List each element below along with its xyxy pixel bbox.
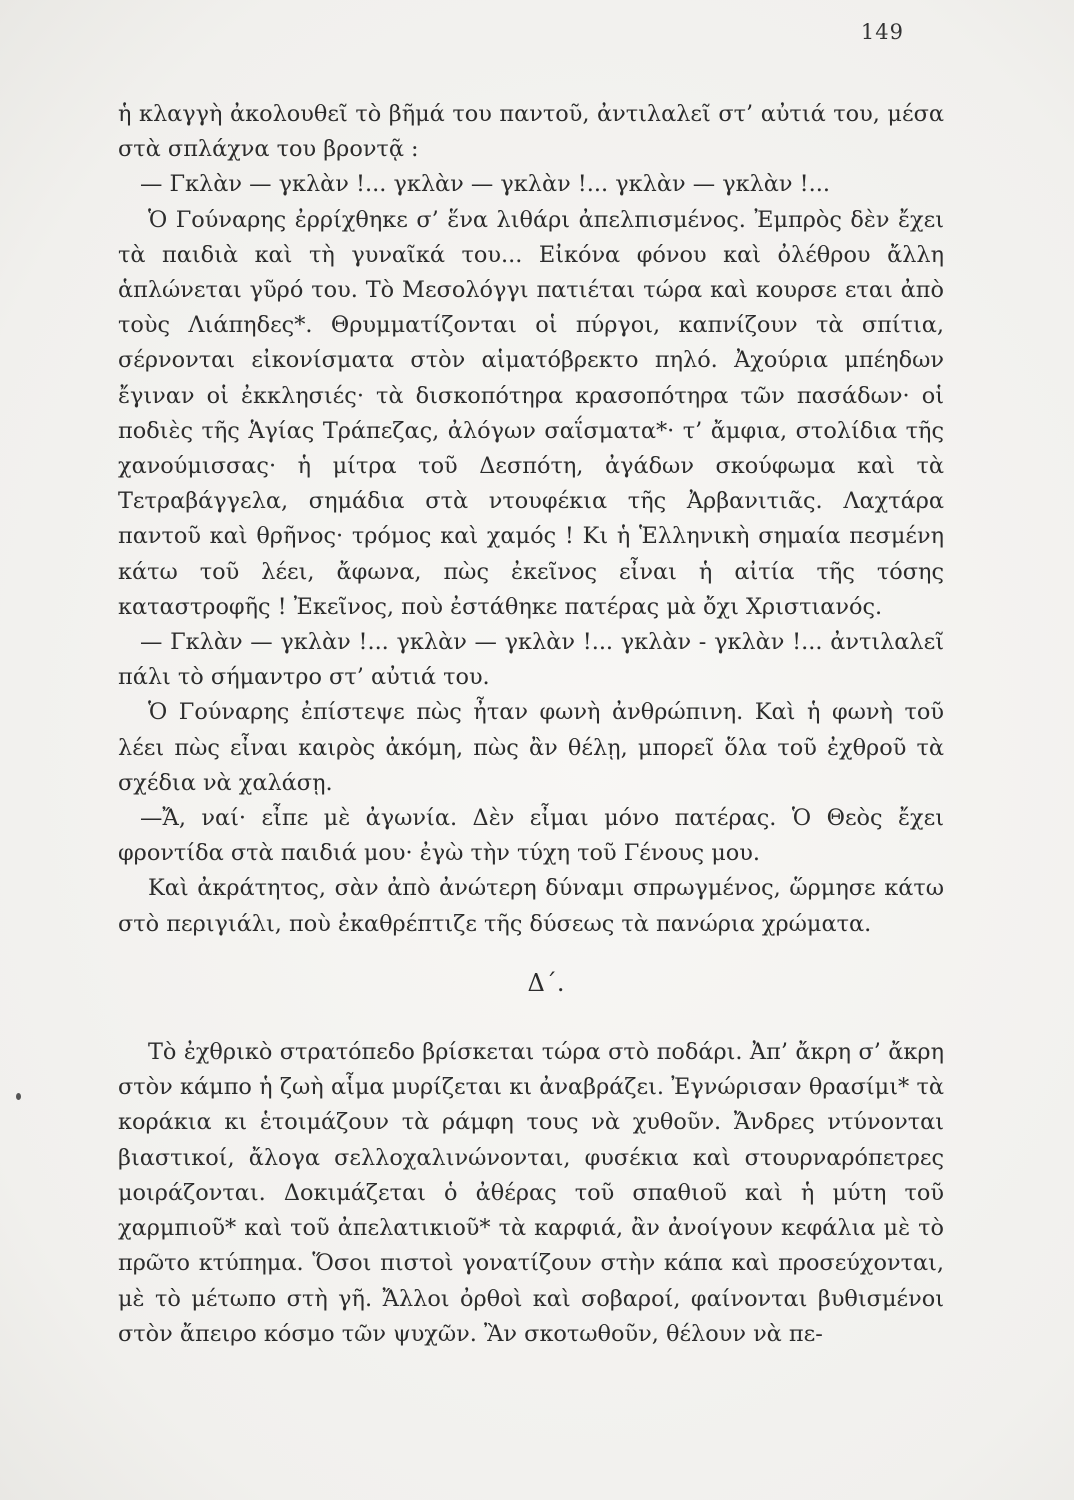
- paragraph-human-voice: Ὁ Γούναρης ἐπίστεψε πὼς ἦταν φωνὴ ἀνθρώπινη. Καὶ ἡ φωνὴ τοῦ λέει πὼς εἶναι καιρὸς ἀκόμη, πὼς ἂν θέλῃ, μπορεῖ ὅλα τοῦ ἐχθροῦ τὰ σχέδια νὰ χαλάσῃ.: [118, 699, 944, 796]
- body-text: [118, 97, 944, 1352]
- page-number: 149: [860, 20, 904, 44]
- paragraph-bell-sound: — Γκλὰν — γκλὰν !... γκλὰν — γκλὰν !... γκλὰν — γκλὰν !...: [140, 171, 830, 198]
- paragraph-enemy-camp: Τὸ ἐχθρικὸ στρατόπεδο βρίσκεται τώρα στὸ ποδάρι. Ἀπ’ ἄκρη σ’ ἄκρη στὸν κάμπο ἡ ζωὴ αἷμα μυρίζεται κι ἀναβράζει. Ἐγνώρισαν θρασίμι* τὰ κοράκια κι ἑτοιμάζουν τὰ ράμφη τους νὰ χυθοῦν. Ἄνδρες ντύνονται βιαστικοί, ἄλογα σελλοχαλινώνονται, φυσέκια καὶ στουρναρόπετρες μοιράζονται. Δοκιμάζεται ὁ ἀθέρας τοῦ σπαθιοῦ καὶ ἡ μύτη τοῦ χαρμπιοῦ* καὶ τοῦ ἀπελατικιοῦ* τὰ καρφιά, ἂν ἀνοίγουν κεφάλια μὲ τὸ πρῶτο κτύπημα. Ὅσοι πιστοὶ γονατίζουν στὴν κάπα καὶ προσεύχονται, μὲ τὸ μέτωπο στὴ γῆ. Ἄλλοι ὀρθοὶ καὶ σοβαροί, φαίνονται βυθισμένοι στὸν ἄπειρο κόσμο τῶν ψυχῶν. Ἂν σκοτωθοῦν, θέλουν νὰ πε-: [118, 1039, 944, 1347]
- stray-ink-mark: [16, 1093, 21, 1100]
- paragraph-dialogue: —Ἄ, ναί· εἶπε μὲ ἀγωνία. Δὲν εἶμαι μόνο πατέρας. Ὁ Θεὸς ἔχει φροντίδα στὰ παιδιά μου· ἐγὼ τὴν τύχη τοῦ Γένους μου.: [118, 805, 944, 867]
- paragraph-rush: Καὶ ἀκράτητος, σὰν ἀπὸ ἀνώτερη δύναμι σπρωγμένος, ὥρμησε κάτω στὸ περιγιάλι, ποὺ ἐκαθρέπτιζε τῆς δύσεως τὰ πανώρια χρώματα.: [118, 875, 944, 937]
- paragraph-bell-echo: — Γκλὰν — γκλὰν !... γκλὰν — γκλὰν !... γκλὰν - γκλὰν !... ἀντιλαλεῖ πάλι τὸ σήμαντρο στ’ αὐτιά του.: [118, 629, 944, 691]
- paragraph-continuation: ἡ κλαγγὴ ἀκολουθεῖ τὸ βῆμά του παντοῦ, ἀντιλαλεῖ στ’ αὐτιά του, μέσα στὰ σπλάχνα του βροντᾷ :: [118, 101, 944, 163]
- section-heading: Δ΄.: [527, 968, 565, 997]
- paragraph-desperation: Ὁ Γούναρης ἐρρίχθηκε σ’ ἕνα λιθάρι ἀπελπισμένος. Ἐμπρὸς δὲν ἔχει τὰ παιδιὰ καὶ τὴ γυναῖκά του... Εἰκόνα φόνου καὶ ὀλέθρου ἄλλη ἁπλώνεται γῦρό του. Τὸ Μεσολόγγι πατιέται τώρα καὶ κουρσε εται ἀπὸ τοὺς Λιάπηδες*. Θρυμματίζονται οἱ πύργοι, καπνίζουν τὰ σπίτια, σέρνονται εἰκονίσματα στὸν αἱματόβρεκτο πηλό. Ἀχούρια μπέηδων ἔγιναν οἱ ἐκκλησιές· τὰ δισκοπότηρα κρασοπότηρα τῶν πασάδων· οἱ ποδιὲς τῆς Ἁγίας Τράπεζας, ἀλόγων σαΐσματα*· τ’ ἄμφια, στολίδια τῆς χανούμισσας· ἡ μίτρα τοῦ Δεσπότη, ἀγάδων σκούφωμα καὶ τὰ Τετραβάγγελα, σημάδια στὰ ντουφέκια τῆς Ἀρβανιτιᾶς. Λαχτάρα παντοῦ καὶ θρῆνος· τρόμος καὶ χαμός ! Κι ἡ Ἑλληνικὴ σημαία πεσμένη κάτω τοῦ λέει, ἄφωνα, πὼς ἐκεῖνος εἶναι ἡ αἰτία τῆς τόσης καταστροφῆς ! Ἐκεῖνος, ποὺ ἐστάθηκε πατέρας μὰ ὄχι Χριστιανός.: [118, 206, 944, 620]
